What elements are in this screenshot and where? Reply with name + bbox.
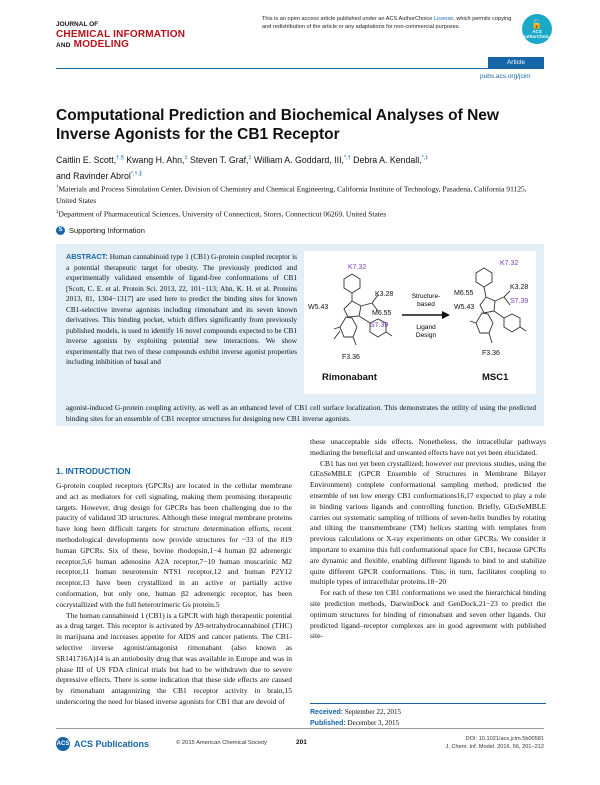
residue-label: M6.55 [372,310,392,317]
acs-authorchoice-badge-icon: 🔓 ACS AuthorChoice [522,14,552,44]
paragraph: CB1 has not yet been crystallized; however our previous studies, using the GEnSeMBLE (GPCR Ensemble of Structures in Membrane Bilayer Environment) complete conformational sampling method, predicted the ensemble of ten low energy CB1 conformations16,17 expected to play a role in binding various ligands and controlling function. Briefly, GEnSeMBLE carries out systematic sampling of trillions of seven-helix bundles by rotating and tilting the transmembrane (TM) helices starting with templates from previous calculations or X-ray experiments on other GPCRs. We consider it important to examine this full conformational space for CB1, because GPCRs are dynamic and flexible, enabling different ligands to bind to and stabilize quite different GPCR conformations. This, in turn, facilitates coupling to multiple types of intracellular proteins.18−20 [310,458,546,587]
paragraph: these unacceptable side effects. Nonetheless, the intracellular pathways mediating the beneficial and unwanted effects have not yet been elucidated. [310,437,546,457]
author[interactable]: Caitlin E. Scott,†,§ [56,154,124,165]
journal-logo [56,20,185,51]
supporting-info-icon: S [56,226,65,235]
author-list [56,151,544,183]
arrow-label: Ligand [416,324,436,331]
toc-graphic [304,251,536,394]
author[interactable]: Kwang H. Ahn,‡ [126,154,188,165]
paragraph: G-protein coupled receptors (GPCRs) are located in the cellular membrane and act as mediators for cell signaling, making them promising therapeutic targets. However, drug design for GPCRs has been challenging due to the paucity of validated 3D structures. Although these integral membrane proteins have long been difficult targets for structure determination efforts, recent methodological developments now provide structures for ~33 of the 819 human GPCRs. Six of these, bovine rhodopsin,1−4 human β2 adrenergic receptor,5,6 human adenosine A2A receptor,7−10 human muscarinic M2 receptor,11 human neurotensin NTS1 receptor,12 and human P2Y12 receptor,13 have been crystallized in an active or partially active conformation, but only one, human β2 adrenergic receptor, has been cocrystallized with the full heterotrimeric Gs protein.5 [56,481,292,609]
residue-label: W5.43 [454,304,475,311]
publication-dates: Received: September 22, 2015 Published: December 3, 2015 [310,703,546,729]
affiliations [56,182,544,220]
page-number: 201 [296,739,307,746]
journal-line-1: JOURNAL OF [56,21,99,28]
author[interactable]: and Ravinder Abrol*,†,∥ [56,170,142,181]
journal-line-3: MODELING [73,39,130,50]
residue-label: K3.28 [510,284,529,291]
journal-url-link[interactable]: pubs.acs.org/jcim [480,73,531,80]
paragraph: The human cannabinoid 1 (CB1) is a GPCR with high therapeutic potential as a drug target. This receptor is activated by Δ9-tetrahydrocannabinol (THC) in marijuana and increases appetite for AIDS and cancer patients. The CB1-selective inverse agonist/antagonist rimonabant (also known as SR141716A)14 is an antiobesity drug that was available in Europe and was in phase III of US FDA clinical trials but had to be withdrawn due to severe depressive effects. There is some indication that these side effects are caused by rimonabant antagonizing the CB1 receptor activity in brain,15 underscoring the need for biased inverse agonists for CB1 that are devoid of [56,610,292,706]
article-title: Computational Prediction and Biochemical Analyses of New Inverse Agonists for the CB1 Receptor [56,107,499,143]
author[interactable]: William A. Goddard, III,*,† [254,154,351,165]
citation: J. Chem. Inf. Model. 2016, 56, 201−212 [445,743,544,750]
rimonabant-labels [308,264,393,383]
supporting-information-link[interactable]: S Supporting Information [56,226,145,235]
residue-label: K7.32 [500,260,519,267]
footer-divider [56,728,544,729]
residue-label: F3.36 [342,354,360,361]
license-link[interactable]: License [433,16,454,22]
paragraph: For each of these ten CB1 conformations we used the hierarchical binding site prediction methods, DarwinDock and GenDock,21−23 to predict the optimum structures for binding of rimonabant and seven other ligands. Our predicted ligand–receptor complexes are in good agreement with published site- [310,588,546,641]
open-access-notice: This is an open access article published under an ACS AuthorChoice License, which permits copying and redistribution of the article or any adaptations for non-commercial purposes. [262,16,512,30]
toc-graphic-svg [304,251,536,394]
acs-publications-logo[interactable]: ACS ACS Publications [56,739,150,749]
rimonabant-name: Rimonabant [322,372,377,383]
acs-logo-icon: ACS [56,737,70,751]
doi-citation [420,736,544,751]
section-heading-introduction: 1. INTRODUCTION [56,466,131,476]
abstract-text-continued: agonist-induced G-protein coupling activity, as well as an enhanced level of CB1 cell surface localization. This demonstrates the utility of using the predicted binding sites for an ensemble of CB1 receptor structures for designing new CB1 inverse agonists. [66,403,536,423]
received-date: September 22, 2015 [344,708,402,716]
abstract-label: ABSTRACT: [66,252,108,261]
residue-label: K7.32 [348,264,367,271]
design-arrow [402,293,450,339]
residue-label: S7.39 [510,298,529,305]
affiliation: †Materials and Process Simulation Center, Division of Chemistry and Chemical Engineering, California Institute of Technology, Pasadena, California 91125, United States [56,184,527,205]
author[interactable]: Steven T. Graf,‡ [189,154,252,165]
residue-label: F3.36 [482,350,500,357]
body-column-left [56,481,292,708]
arrow-label: Design [415,332,437,339]
journal-line-2: CHEMICAL INFORMATION [56,29,186,40]
arrow-label: Structure- [411,293,441,300]
arrow-label: based [417,301,435,308]
published-date: December 3, 2015 [347,719,400,727]
copyright-notice: © 2015 American Chemical Society [176,740,267,746]
abstract-text: ABSTRACT: Human cannabinoid type 1 (CB1) G-protein coupled receptor is a potential therapeutic target for obesity. The previously predicted and experimentally validated ensemble of ligand-free conformations of CB1 [Scott, C. E. et al. Protein Sci. 2013, 22, 101−113; Ahn, K. H. et al. Proteins 2013, 81, 1304−1317] are used here to predict the binding sites for known CB1-selective inverse agonists including rimonabant and its seven known derivatives. This binding pocket, which differs significantly from previously published models, is used to identify 16 novel compounds expected to be CB1 inverse agonists by exploiting potential new interactions. We show experimentally that two of these compounds exhibit inverse agonist properties including inhibition of basal and [66,252,297,366]
msc1-labels [454,260,528,383]
body-column-right [310,437,546,642]
doi-link[interactable]: DOI: 10.1021/acs.jcim.5b00581 [465,736,544,742]
affiliation: ‡Department of Pharmaceutical Sciences, University of Connecticut, Storrs, Connecticut 06269, United States [56,209,387,218]
article-type-tab: Article [488,57,544,69]
residue-label: W5.43 [308,304,329,311]
author[interactable]: Debra A. Kendall,*,‡ [353,154,429,165]
header-divider [56,68,544,69]
residue-label: S7.39 [370,322,389,329]
msc1-name: MSC1 [482,372,509,383]
msc1-structure [470,268,529,343]
residue-label: K3.28 [375,291,394,298]
residue-label: M6.55 [454,290,474,297]
journal-and: AND [56,42,71,49]
